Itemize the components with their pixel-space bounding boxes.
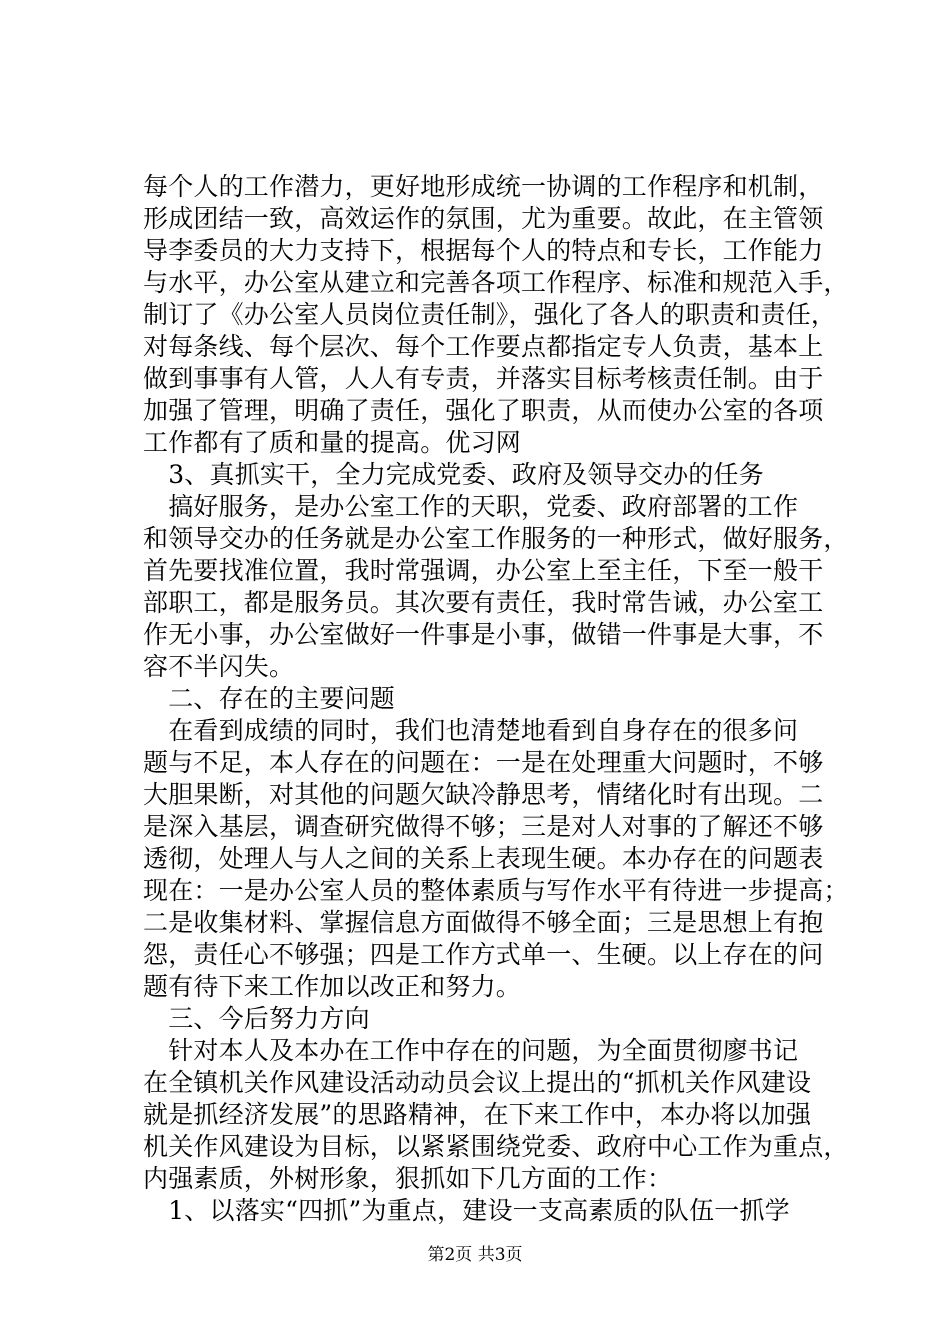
text-line: 每个人的工作潜力，更好地形成统一协调的工作程序和机制， <box>143 172 824 201</box>
text-line: 在全镇机关作风建设活动动员会议上提出的“抓机关作风建设 <box>143 1068 812 1097</box>
text-line: 二、存在的主要问题 <box>143 684 396 713</box>
text-line: 搞好服务，是办公室工作的天职，党委、政府部署的工作 <box>143 492 799 521</box>
text-line: 在看到成绩的同时，我们也清楚地看到自身存在的很多问 <box>143 716 799 745</box>
text-line: 制订了《办公室人员岗位责任制》，强化了各人的职责和责任， <box>143 300 837 329</box>
text-line: 透彻，处理人与人之间的关系上表现生硬。本办存在的问题表 <box>143 844 824 873</box>
text-line: 作无小事，办公室做好一件事是小事，做错一件事是大事，不 <box>143 620 824 649</box>
text-line: 题有待下来工作加以改正和努力。 <box>143 972 522 1001</box>
page-footer: 第2页 共3页 <box>427 1245 523 1265</box>
text-line: 工作都有了质和量的提高。优习网 <box>143 428 522 457</box>
text-line: 与水平，办公室从建立和完善各项工作程序、标准和规范入手， <box>143 268 849 297</box>
text-line: 是深入基层，调查研究做得不够；三是对人对事的了解还不够 <box>143 812 824 841</box>
text-line: 大胆果断，对其他的问题欠缺冷静思考，情绪化时有出现。二 <box>143 780 824 809</box>
text-line: 首先要找准位置，我时常强调，办公室上至主任，下至一般干 <box>143 556 824 585</box>
text-line: 1、以落实“四抓”为重点，建设一支高素质的队伍一抓学 <box>143 1196 790 1225</box>
text-line: 加强了管理，明确了责任，强化了职责，从而使办公室的各项 <box>143 396 824 425</box>
text-line: 和领导交办的任务就是办公室工作服务的一种形式，做好服务， <box>143 524 849 553</box>
text-line: 导李委员的大力支持下，根据每个人的特点和专长，工作能力 <box>143 236 824 265</box>
text-line: 机关作风建设为目标，以紧紧围绕党委、政府中心工作为重点， <box>143 1132 849 1161</box>
text-line: 怨，责任心不够强；四是工作方式单一、生硬。以上存在的问 <box>143 940 824 969</box>
text-line: 二是收集材料、掌握信息方面做得不够全面；三是思想上有抱 <box>143 908 824 937</box>
text-line: 内强素质，外树形象，狠抓如下几方面的工作： <box>143 1164 673 1193</box>
document-body <box>143 171 849 1227</box>
text-line: 题与不足，本人存在的问题在：一是在处理重大问题时，不够 <box>143 748 824 777</box>
text-line: 现在：一是办公室人员的整体素质与写作水平有待进一步提高； <box>143 876 849 905</box>
text-line: 对每条线、每个层次、每个工作要点都指定专人负责，基本上 <box>143 332 824 361</box>
text-line: 三、今后努力方向 <box>143 1004 370 1033</box>
text-line: 3、真抓实干，全力完成党委、政府及领导交办的任务 <box>143 460 764 489</box>
text-line: 形成团结一致，高效运作的氛围，尤为重要。故此，在主管领 <box>143 204 824 233</box>
text-line: 容不半闪失。 <box>143 652 295 681</box>
text-line: 做到事事有人管，人人有专责，并落实目标考核责任制。由于 <box>143 364 824 393</box>
text-line: 就是抓经济发展”的思路精神，在下来工作中，本办将以加强 <box>143 1100 812 1129</box>
text-line: 部职工，都是服务员。其次要有责任，我时常告诫，办公室工 <box>143 588 824 617</box>
text-line: 针对本人及本办在工作中存在的问题，为全面贯彻廖书记 <box>143 1036 799 1065</box>
